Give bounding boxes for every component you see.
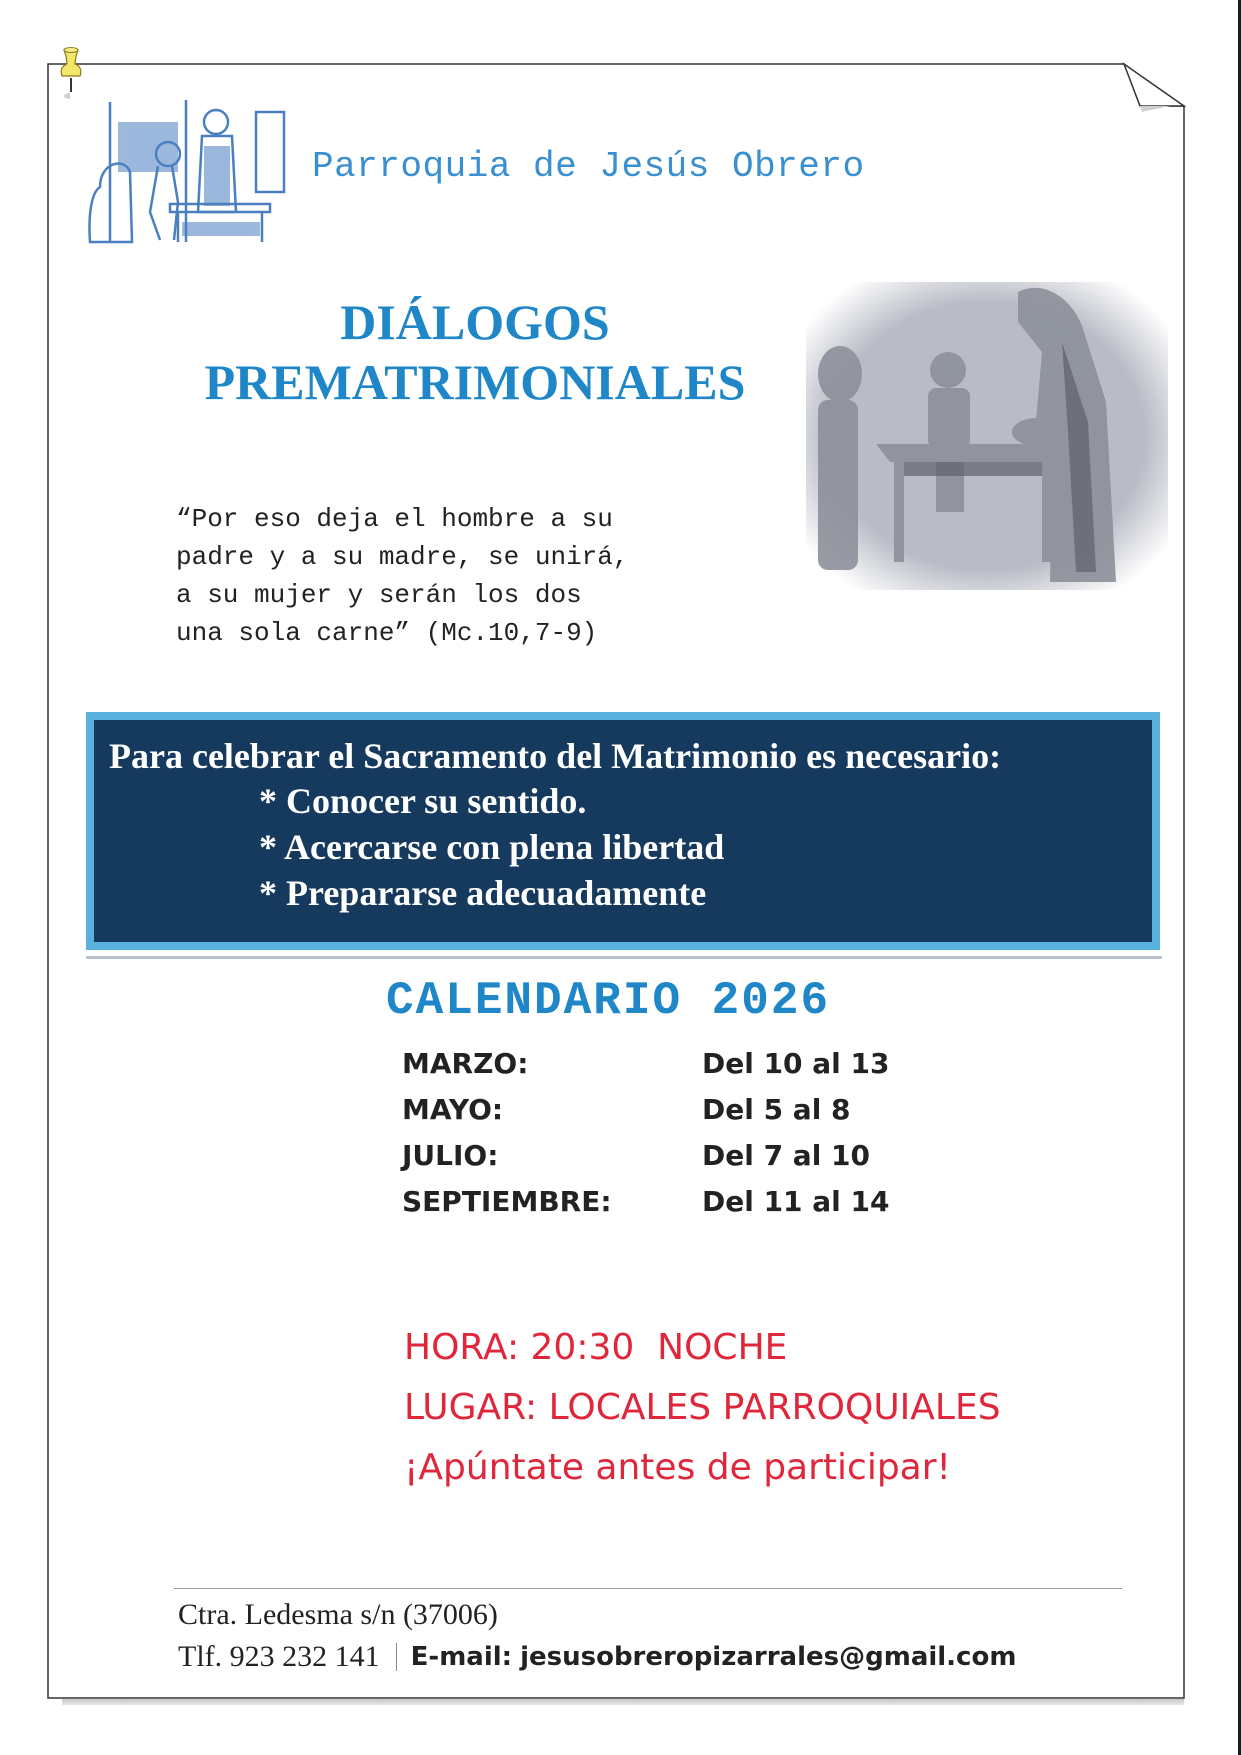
paper-shadow <box>62 1699 1184 1705</box>
event-place: LUGAR: LOCALES PARROQUIALES <box>404 1387 1001 1428</box>
calendar-title: CALENDARIO 2026 <box>386 975 831 1027</box>
calendar-month: MARZO: <box>402 1046 529 1080</box>
footer <box>178 1594 1016 1678</box>
bible-quote <box>176 500 628 652</box>
carpenter-workshop-illustration <box>70 92 292 252</box>
panel-shadow <box>86 956 1162 959</box>
requirements-panel-inner <box>94 720 1152 942</box>
calendar-row <box>402 1040 890 1086</box>
email-address: jesusobreropizarrales@gmail.com <box>520 1642 1017 1672</box>
calendar-dates: Del 10 al 13 <box>702 1046 890 1080</box>
separator <box>396 1643 397 1671</box>
email-label: E-mail: <box>410 1642 513 1672</box>
calendar-dates: Del 11 al 14 <box>702 1184 890 1218</box>
phone-number: Tlf. 923 232 141 <box>178 1640 380 1673</box>
address: Ctra. Ledesma s/n (37006) <box>178 1598 498 1631</box>
parish-name: Parroquia de Jesús Obrero <box>312 146 865 187</box>
quote-line: una sola carne” (Mc.10,7-9) <box>176 618 598 648</box>
requirement-item: * Conocer su sentido. <box>259 781 587 821</box>
calendar-row <box>402 1132 890 1178</box>
stone-relief-holy-family-photo <box>806 282 1168 590</box>
footer-divider <box>174 1588 1122 1589</box>
quote-line: a su mujer y serán los dos <box>176 580 582 610</box>
calendar-month: SEPTIEMBRE: <box>402 1184 612 1218</box>
calendar-table <box>402 1040 890 1224</box>
calendar-month: JULIO: <box>402 1138 499 1172</box>
quote-line: “Por eso deja el hombre a su <box>176 504 613 534</box>
event-time: HORA: 20:30 NOCHE <box>404 1327 788 1368</box>
requirement-item: * Prepararse adecuadamente <box>259 873 707 913</box>
event-info <box>404 1318 1001 1498</box>
calendar-row <box>402 1178 890 1224</box>
calendar-month: MAYO: <box>402 1092 504 1126</box>
signup-note: ¡Apúntate antes de participar! <box>404 1447 951 1488</box>
title-line-2: PREMATRIMONIALES <box>204 354 746 410</box>
quote-line: padre y a su madre, se unirá, <box>176 542 629 572</box>
title-line-1: DIÁLOGOS <box>340 294 610 350</box>
page-title <box>160 292 790 412</box>
requirement-item: * Acercarse con plena libertad <box>259 827 725 867</box>
requirements-panel <box>86 712 1160 950</box>
calendar-dates: Del 7 al 10 <box>702 1138 871 1172</box>
contact-line <box>178 1636 1016 1678</box>
calendar-dates: Del 5 al 8 <box>702 1092 851 1126</box>
requirements-heading: Para celebrar el Sacramento del Matrimonio es necesario: <box>109 736 1002 776</box>
calendar-row <box>402 1086 890 1132</box>
